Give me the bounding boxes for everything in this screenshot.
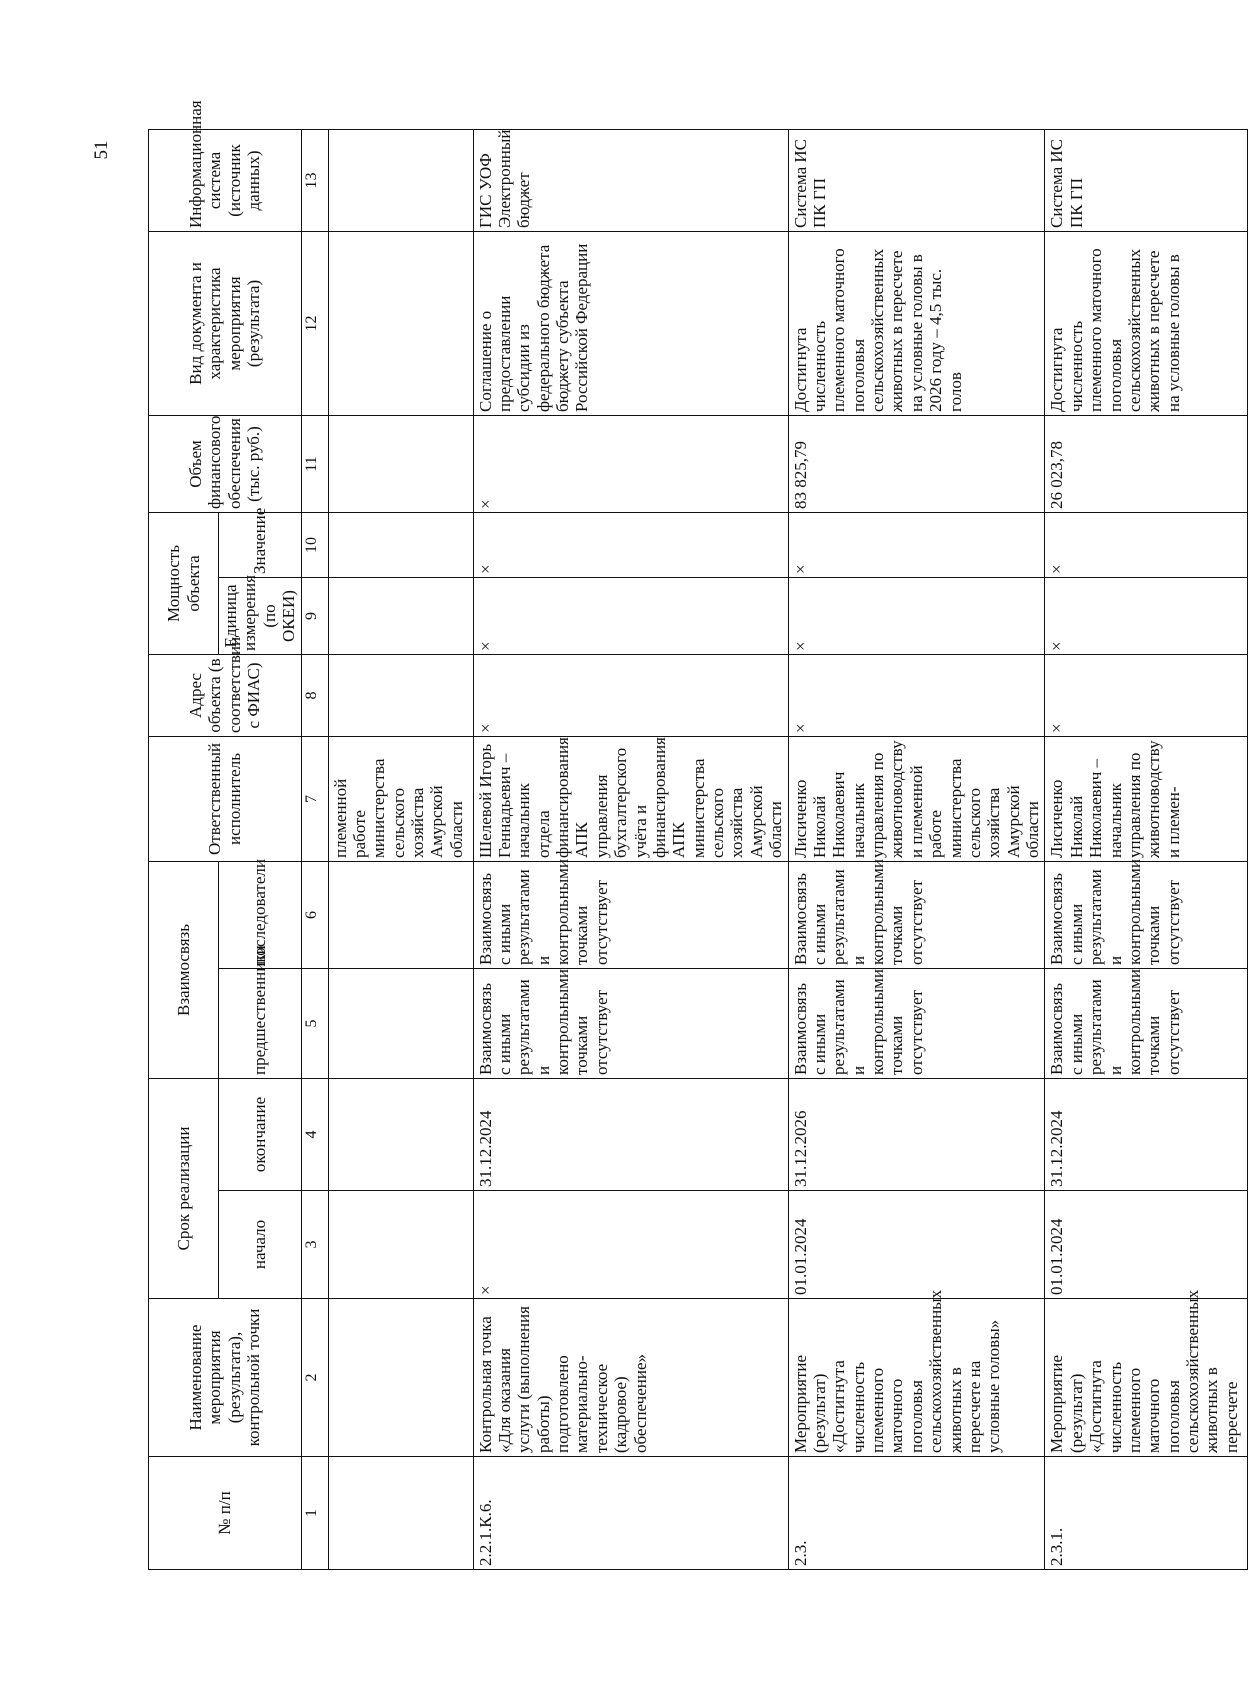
cell-info: Система ИС ПК ГП: [788, 129, 1045, 231]
empty-cell: [328, 577, 473, 654]
header-info: Информационная система (источник данных): [149, 129, 302, 231]
column-number: 2: [301, 1299, 328, 1457]
cell-end: 31.12.2024: [1045, 1079, 1248, 1191]
header-fin: Объем финансового обеспечения (тыс. руб.): [149, 415, 302, 512]
cell-num: 2.3.1.: [1045, 1457, 1248, 1570]
cell-addr: ×: [473, 654, 788, 736]
header-name: Наименование мероприятия (результата), контрольной точки: [149, 1299, 302, 1457]
cell-name: Мероприятие (результат) «Достигнута численность племенного маточного поголовья сельскохозяйственных животных в пересчете на условные головы»: [788, 1299, 1045, 1457]
rotated-table-container: [148, 100, 1241, 1570]
column-number: 11: [301, 415, 328, 512]
cell-end: 31.12.2024: [473, 1079, 788, 1191]
header-pred: предшественники: [219, 969, 302, 1079]
header-power: Мощность объекта: [149, 512, 219, 654]
cell-num: 2.2.1.К.6.: [473, 1457, 788, 1570]
cell-resp: Лисиченко Николай Николаевич начальник управления по животноводству и племенной работе министерства сельского хозяйства Амурской области: [788, 736, 1045, 861]
empty-cell: [328, 969, 473, 1079]
cell-value: ×: [788, 512, 1045, 577]
column-number: 7: [301, 736, 328, 861]
cell-fin: 83 825,79: [788, 415, 1045, 512]
column-number: 3: [301, 1191, 328, 1299]
cell-addr: ×: [1045, 654, 1248, 736]
cell-info: ГИС УОФ Электронный бюджет: [473, 129, 788, 231]
empty-cell: [328, 1457, 473, 1570]
cell-start: ×: [473, 1191, 788, 1299]
column-number: 13: [301, 129, 328, 231]
cell-start: 01.01.2024: [788, 1191, 1045, 1299]
table-row: [473, 129, 788, 1569]
cell-resp: Лисиченко Николай Николаевич – начальник управления по животноводству и племен-: [1045, 736, 1248, 861]
empty-cell: [328, 512, 473, 577]
cell-pred: Взаимосвязь с иными результатами и контрольными точками отсутствует: [473, 969, 788, 1079]
column-number: 6: [301, 861, 328, 968]
cell-pred: Взаимосвязь с иными результатами и контрольными точками отсутствует: [788, 969, 1045, 1079]
cell-resp-continuation: племенной работе министерства сельского хозяйства Амурской области: [328, 736, 473, 861]
header-doc: Вид документа и характеристика мероприятия (результата): [149, 231, 302, 415]
empty-cell: [328, 861, 473, 968]
cell-end: 31.12.2026: [788, 1079, 1045, 1191]
cell-doc: Достигнута численность племенного маточного поголовья сельскохозяйственных животных в пересчете на условные головы в: [1045, 231, 1248, 415]
column-number: 5: [301, 969, 328, 1079]
cell-unit: ×: [473, 577, 788, 654]
empty-cell: [328, 1299, 473, 1457]
cell-addr: ×: [788, 654, 1045, 736]
table-row: [788, 129, 1045, 1569]
header-succ: последователи: [219, 861, 302, 968]
cell-info: Система ИС ПК ГП: [1045, 129, 1248, 231]
empty-cell: [328, 415, 473, 512]
header-num: № п/п: [149, 1457, 302, 1570]
column-number: 1: [301, 1457, 328, 1570]
column-number: 12: [301, 231, 328, 415]
header-start: начало: [219, 1191, 302, 1299]
empty-cell: [328, 231, 473, 415]
column-number-row: [301, 129, 328, 1569]
header-term: Срок реализации: [149, 1079, 219, 1299]
column-number: 10: [301, 512, 328, 577]
header-row-1: [149, 129, 219, 1569]
empty-cell: [328, 654, 473, 736]
continuation-row: [328, 129, 473, 1569]
cell-succ: Взаимосвязь с иными результатами и контрольными точками отсутствует: [1045, 861, 1248, 968]
column-number: 4: [301, 1079, 328, 1191]
empty-cell: [328, 1079, 473, 1191]
header-value: Значение: [219, 512, 302, 577]
empty-cell: [328, 1191, 473, 1299]
header-unit: Единица измерения (по ОКЕИ): [219, 577, 302, 654]
column-number: 8: [301, 654, 328, 736]
column-number: 9: [301, 577, 328, 654]
cell-doc: Соглашение о предоставлении субсидии из федерального бюджета бюджету субъекта Российской Федерации: [473, 231, 788, 415]
header-end: окончание: [219, 1079, 302, 1191]
cell-name: Контрольная точка «Для оказания услуги (выполнения работы) подготовлено материально-техническое (кадровое) обеспечение»: [473, 1299, 788, 1457]
empty-cell: [328, 129, 473, 231]
cell-unit: ×: [788, 577, 1045, 654]
header-addr: Адрес объекта (в соответствии с ФИАС): [149, 654, 302, 736]
cell-value: ×: [1045, 512, 1248, 577]
cell-unit: ×: [1045, 577, 1248, 654]
cell-value: ×: [473, 512, 788, 577]
cell-fin: 26 023,78: [1045, 415, 1248, 512]
cell-succ: Взаимосвязь с иными результатами и контрольными точками отсутствует: [473, 861, 788, 968]
cell-name: Мероприятие (результат) «Достигнута численность племенного маточного поголовья сельскохозяйственных животных в пересчете: [1045, 1299, 1248, 1457]
table-row: [1045, 129, 1248, 1569]
page-number: 51: [91, 140, 112, 160]
header-resp: Ответственный исполнитель: [149, 736, 302, 861]
header-link: Взаимосвязь: [149, 861, 219, 1078]
activities-table: [148, 100, 1248, 1570]
cell-pred: Взаимосвязь с иными результатами и контрольными точками отсутствует: [1045, 969, 1248, 1079]
cell-succ: Взаимосвязь с иными результатами и контрольными точками отсутствует: [788, 861, 1045, 968]
cell-doc: Достигнута численность племенного маточного поголовья сельскохозяйственных животных в пересчете на условные головы в 2026 году – 4,5 тыс. голов: [788, 231, 1045, 415]
cell-fin: ×: [473, 415, 788, 512]
cell-start: 01.01.2024: [1045, 1191, 1248, 1299]
cell-num: 2.3.: [788, 1457, 1045, 1570]
cell-resp: Шелевой Игорь Геннадьевич – начальник отдела финансирования АПК управления бухгалтерского учёта и финансирования АПК министерства сельского хозяйства Амурской области: [473, 736, 788, 861]
